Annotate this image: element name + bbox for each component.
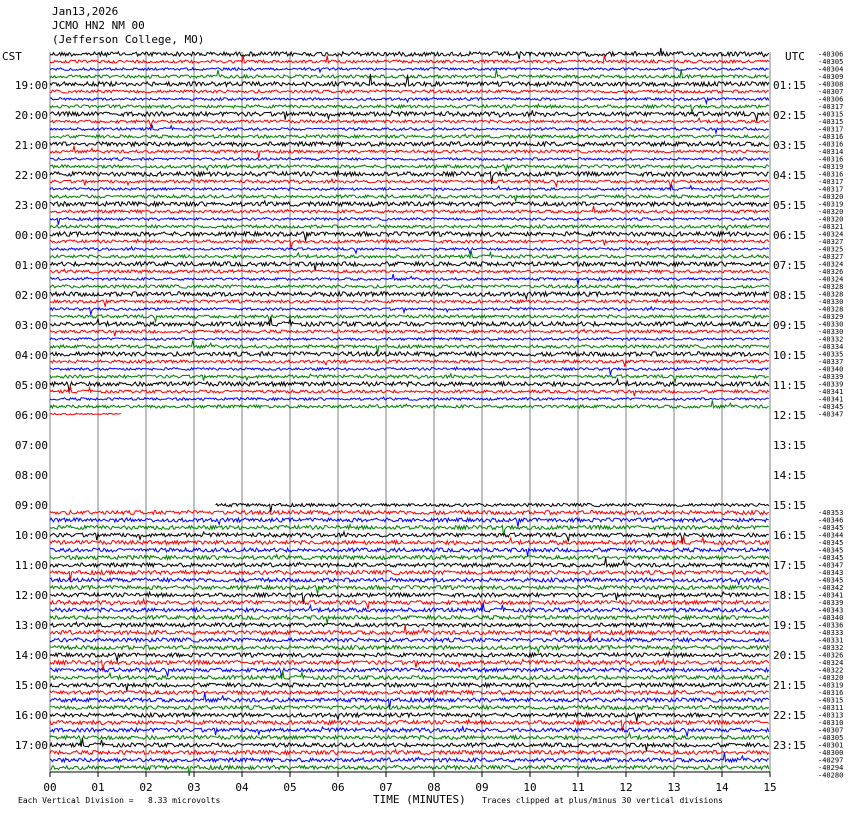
seismic-trace: [50, 125, 769, 133]
seismic-trace: [50, 397, 769, 400]
trace-count-value: -40331: [818, 636, 844, 645]
seismic-trace: [50, 179, 769, 187]
trace-count-value: -40344: [818, 531, 844, 540]
trace-count-value: -40300: [818, 749, 844, 757]
hour-label-cst: 08:00: [14, 469, 48, 482]
seismic-trace: [50, 360, 769, 367]
hour-label-utc: 23:15: [773, 739, 807, 752]
seismic-trace: [50, 713, 769, 722]
seismic-trace: [50, 379, 769, 392]
trace-count-value: -40334: [818, 343, 844, 351]
hour-label-cst: 04:00: [14, 349, 48, 362]
clip-note: Traces clipped at plus/minus 30 vertical divisions: [482, 796, 723, 805]
trace-count-value: -40335: [818, 350, 844, 359]
trace-count-value: -40328: [818, 290, 844, 299]
trace-count-value: -40345: [818, 539, 844, 547]
trace-count-value: -40325: [818, 245, 844, 254]
trace-count-value: -40305: [818, 58, 844, 66]
hour-label-cst: 07:00: [14, 439, 48, 452]
trace-count-value: -40330: [818, 320, 844, 329]
seismic-trace: [50, 616, 769, 624]
trace-count-value: -40345: [818, 554, 844, 562]
trace-count-value: -40319: [818, 163, 844, 171]
seismic-trace-partial: [50, 413, 121, 415]
seismic-trace-partial: [216, 503, 769, 512]
seismic-trace: [50, 690, 769, 695]
hour-label-cst: 15:00: [14, 679, 48, 692]
hour-label-utc: 08:15: [773, 289, 807, 302]
x-tick-label: 12: [619, 781, 633, 794]
hour-label-utc: 07:15: [773, 259, 807, 272]
hour-label-utc: 18:15: [773, 589, 807, 602]
seismic-trace: [50, 329, 769, 336]
seismic-trace: [50, 206, 769, 213]
hour-label-utc: 15:15: [773, 499, 807, 512]
x-tick-label: 00: [43, 781, 57, 794]
seismic-trace: [50, 48, 769, 59]
hour-label-cst: 05:00: [14, 379, 48, 392]
hour-label-utc: 19:15: [773, 619, 807, 632]
trace-count-value: -40332: [818, 335, 844, 344]
seismic-trace: [50, 682, 769, 691]
trace-count-value: -40320: [818, 193, 844, 201]
seismic-trace: [50, 201, 769, 206]
hour-label-utc: 13:15: [773, 439, 807, 452]
seismic-trace: [50, 195, 769, 202]
seismic-trace: [50, 218, 769, 225]
seismic-trace: [50, 285, 769, 288]
seismic-trace: [50, 622, 769, 627]
seismic-trace: [50, 269, 769, 273]
seismic-trace: [50, 239, 769, 248]
hour-label-cst: 17:00: [14, 739, 48, 752]
hour-label-utc: 16:15: [773, 529, 807, 542]
x-tick-label: 05: [283, 781, 297, 794]
x-tick-label: 07: [379, 781, 393, 794]
hour-label-utc: 06:15: [773, 229, 807, 242]
hour-label-cst: 00:00: [14, 229, 48, 242]
trace-count-value: -40308: [818, 80, 844, 89]
seismic-trace: [50, 225, 769, 230]
trace-count-value: -40330: [818, 328, 844, 336]
trace-count-value: -40324: [818, 659, 844, 667]
trace-count-value: -40327: [818, 238, 844, 246]
hour-label-cst: 14:00: [14, 649, 48, 662]
trace-count-value: -40340: [818, 614, 844, 622]
seismic-trace: [50, 578, 769, 584]
trace-count-value: -40336: [818, 621, 844, 630]
seismic-trace: [50, 738, 769, 751]
trace-count-value: -40326: [818, 268, 844, 276]
trace-count-value: -40314: [818, 148, 844, 156]
trace-count-value: -40317: [818, 178, 844, 186]
hour-label-utc: 20:15: [773, 649, 807, 662]
trace-count-value: -40347: [818, 561, 844, 570]
trace-count-value: -40332: [818, 644, 844, 652]
hour-label-utc: 02:15: [773, 109, 807, 122]
trace-count-value: -40339: [818, 373, 844, 381]
hour-label-utc: 09:15: [773, 319, 807, 332]
x-tick-label: 09: [475, 781, 489, 794]
trace-count-value: -40329: [818, 313, 844, 321]
trace-count-value: -40301: [818, 741, 844, 750]
seismic-trace: [50, 706, 769, 710]
seismic-trace: [50, 340, 769, 353]
trace-count-value: -40320: [818, 674, 844, 682]
trace-count-value: -40333: [818, 629, 844, 637]
trace-count-value: -40341: [818, 388, 844, 396]
seismic-trace: [50, 400, 769, 408]
x-tick-label: 13: [667, 781, 681, 794]
trace-count-value: -40315: [818, 118, 844, 126]
trace-count-value: -40307: [818, 88, 844, 96]
seismic-trace: [50, 603, 769, 612]
seismic-trace: [50, 337, 769, 340]
seismic-trace: [50, 671, 769, 680]
seismic-trace: [50, 98, 769, 104]
trace-count-value: -40339: [818, 599, 844, 607]
hour-label-cst: 16:00: [14, 709, 48, 722]
header-location: (Jefferson College, MO): [52, 33, 205, 46]
trace-count-value: -40340: [818, 365, 844, 374]
trace-count-value: -40320: [818, 208, 844, 216]
trace-count-value: -40345: [818, 524, 844, 532]
hour-label-utc: 21:15: [773, 679, 807, 692]
trace-count-value: -40317: [818, 103, 844, 111]
hour-label-utc: 01:15: [773, 79, 807, 92]
trace-count-value: -40313: [818, 711, 844, 720]
trace-count-value: -40307: [818, 726, 844, 735]
seismic-trace: [50, 146, 769, 158]
seismic-trace: [50, 766, 769, 777]
x-tick-label: 06: [331, 781, 345, 794]
seismic-trace: [50, 247, 769, 254]
seismic-trace: [50, 557, 769, 567]
trace-count-value: -40341: [818, 395, 844, 404]
trace-count-value: -40297: [818, 756, 844, 765]
trace-count-value: -40317: [818, 125, 844, 134]
seismic-trace: [50, 299, 769, 306]
seismic-trace: [50, 750, 769, 755]
seismic-trace: [50, 532, 769, 542]
seismic-trace: [50, 134, 769, 138]
trace-count-value: -40316: [818, 170, 844, 179]
trace-count-value: -40339: [818, 380, 844, 389]
seismic-trace: [50, 165, 769, 172]
trace-count-value: -40322: [818, 666, 844, 675]
x-tick-label: 01: [91, 781, 105, 794]
trace-count-value: -40316: [818, 140, 844, 149]
seismic-trace: [50, 548, 769, 556]
trace-count-value: -40330: [818, 298, 844, 306]
x-axis-label: TIME (MINUTES): [373, 793, 466, 806]
trace-count-value: -40341: [818, 591, 844, 600]
hour-label-utc: 03:15: [773, 139, 807, 152]
hour-label-cst: 20:00: [14, 109, 48, 122]
trace-count-value: -40346: [818, 516, 844, 525]
trace-count-value: -40319: [818, 681, 844, 690]
trace-count-value: -40280: [818, 771, 844, 780]
hour-label-cst: 02:00: [14, 289, 48, 302]
trace-count-value: -40304: [818, 65, 844, 74]
hour-label-cst: 10:00: [14, 529, 48, 542]
seismic-trace: [50, 352, 769, 356]
trace-count-value: -40316: [818, 133, 844, 141]
trace-count-value: -40326: [818, 651, 844, 660]
x-tick-label: 10: [523, 781, 537, 794]
seismic-trace: [50, 315, 769, 322]
seismic-trace: [50, 68, 769, 72]
seismic-trace: [50, 727, 769, 737]
trace-count-value: -40337: [818, 358, 844, 366]
seismic-trace: [50, 158, 769, 161]
seismic-trace: [50, 752, 769, 762]
trace-count-value: -40324: [818, 275, 844, 284]
hour-label-utc: 10:15: [773, 349, 807, 362]
seismic-trace: [50, 110, 769, 121]
seismic-trace: [50, 274, 769, 285]
seismic-trace: [50, 586, 769, 595]
hour-label-cst: 06:00: [14, 409, 48, 422]
x-tick-label: 14: [715, 781, 729, 794]
trace-count-value: -40324: [818, 230, 844, 239]
trace-count-value: -40319: [818, 200, 844, 209]
x-tick-label: 11: [571, 781, 585, 794]
hour-label-cst: 22:00: [14, 169, 48, 182]
hour-label-cst: 09:00: [14, 499, 48, 512]
left-zone-label: CST: [2, 50, 22, 63]
trace-count-value: -40347: [818, 410, 844, 419]
x-tick-label: 15: [763, 781, 777, 794]
seismic-trace: [50, 262, 769, 271]
seismic-trace: [50, 367, 769, 375]
x-tick-label: 03: [187, 781, 201, 794]
hour-label-cst: 01:00: [14, 259, 48, 272]
seismic-trace: [50, 118, 769, 127]
hour-label-utc: 14:15: [773, 469, 807, 482]
seismic-trace: [50, 292, 769, 299]
seismic-trace: [50, 307, 769, 315]
trace-count-value: -40327: [818, 253, 844, 261]
seismic-trace: [50, 646, 769, 652]
trace-count-value: -40321: [818, 223, 844, 231]
trace-count-value: -40305: [818, 734, 844, 742]
trace-count-value: -40342: [818, 584, 844, 592]
seismic-trace: [50, 518, 769, 527]
trace-count-value: -40311: [818, 704, 844, 712]
seismic-trace: [50, 555, 769, 560]
trace-count-value: -40324: [818, 260, 844, 269]
trace-count-value: -40343: [818, 606, 844, 615]
seismic-trace: [50, 652, 769, 662]
seismic-trace: [50, 386, 769, 396]
trace-count-value: -40343: [818, 569, 844, 577]
hour-label-cst: 11:00: [14, 559, 48, 572]
trace-count-value: -40310: [818, 719, 844, 727]
hour-label-utc: 05:15: [773, 199, 807, 212]
x-tick-label: 08: [427, 781, 441, 794]
seismic-trace: [50, 374, 769, 382]
trace-count-value: -40328: [818, 283, 844, 291]
x-tick-label: 04: [235, 781, 249, 794]
hour-label-utc: 04:15: [773, 169, 807, 182]
hour-label-cst: 12:00: [14, 589, 48, 602]
trace-count-value: -40345: [818, 576, 844, 585]
trace-count-value: -40294: [818, 764, 844, 772]
hour-label-cst: 19:00: [14, 79, 48, 92]
header-station: JCMO HN2 NM 00: [52, 19, 145, 32]
trace-count-value: -40345: [818, 546, 844, 555]
hour-label-utc: 11:15: [773, 379, 807, 392]
trace-count-value: -40320: [818, 215, 844, 224]
trace-count-value: -40309: [818, 73, 844, 81]
seismic-trace: [50, 638, 769, 642]
hour-label-utc: 17:15: [773, 559, 807, 572]
seismic-trace: [50, 185, 769, 191]
seismic-trace: [50, 251, 769, 258]
hour-label-utc: 22:15: [773, 709, 807, 722]
header-date: Jan13,2026: [52, 5, 119, 18]
trace-count-value: -40316: [818, 689, 844, 697]
trace-count-value: -40306: [818, 95, 844, 104]
seismic-trace: [50, 536, 769, 545]
trace-count-value: -40328: [818, 305, 844, 314]
trace-count-value: -40315: [818, 110, 844, 119]
hour-label-cst: 21:00: [14, 139, 48, 152]
seismic-trace: [50, 55, 769, 63]
seismic-trace: [50, 90, 769, 93]
hour-label-cst: 13:00: [14, 619, 48, 632]
right-zone-label: UTC: [785, 50, 805, 63]
trace-count-value: -40316: [818, 155, 844, 164]
x-tick-label: 02: [139, 781, 153, 794]
trace-count-value: -40306: [818, 50, 844, 59]
trace-count-value: -40315: [818, 696, 844, 705]
seismic-trace: [50, 232, 769, 242]
seismic-trace: [50, 511, 769, 515]
scale-note: Each Vertical Division = 8.33 microvolts: [18, 796, 221, 805]
hour-label-cst: 23:00: [14, 199, 48, 212]
hour-label-cst: 03:00: [14, 319, 48, 332]
trace-count-value: -40345: [818, 403, 844, 411]
trace-count-value: -40317: [818, 185, 844, 194]
seismic-trace: [50, 668, 769, 677]
trace-count-value: -40353: [818, 509, 844, 517]
seismic-trace: [50, 141, 769, 146]
hour-label-utc: 12:15: [773, 409, 807, 422]
